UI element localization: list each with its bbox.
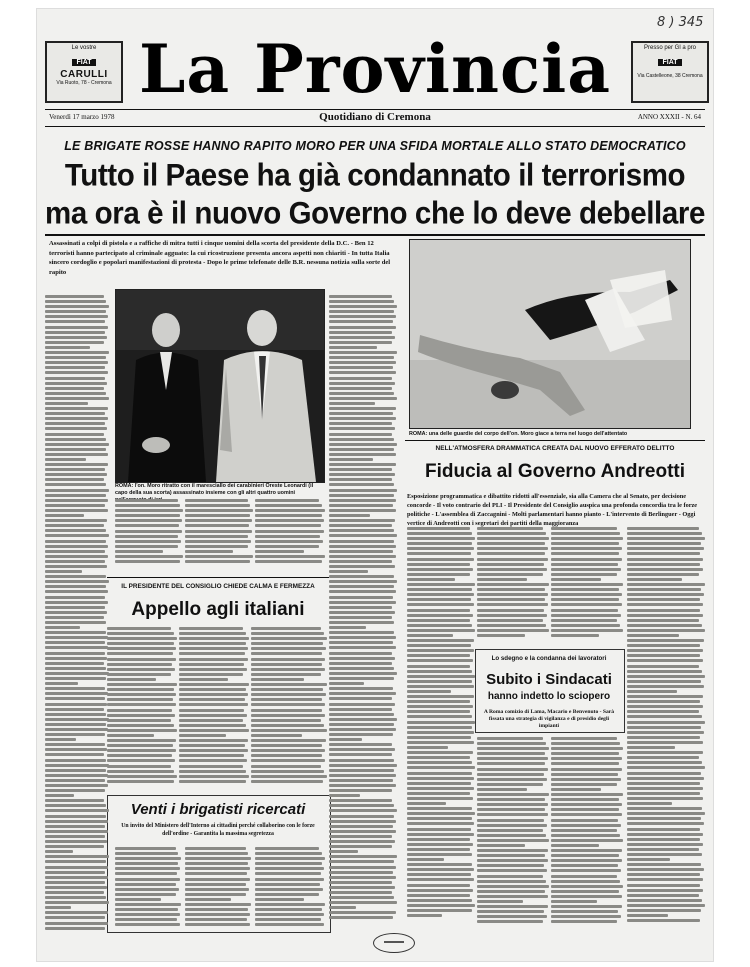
text-column [551, 527, 623, 643]
sindacati-title: Subito i Sindacati [486, 671, 612, 688]
ad-box-left [45, 41, 123, 103]
headline-line-2: ma ora è il nuovo Governo che lo deve debellare [45, 196, 705, 232]
photo-victim-image [410, 240, 690, 428]
text-column [255, 499, 325, 569]
appello-title: Appello agli italiani [131, 599, 305, 620]
dateline-bar [45, 109, 705, 127]
ad-right-brand: FIAT [658, 59, 681, 66]
newspaper-subtitle: Quotidiano di Cremona [319, 111, 431, 123]
text-column [45, 295, 109, 935]
issue-date: Venerdì 17 marzo 1978 [49, 113, 115, 121]
ad-right-line1: Presso per Gl a pro [643, 45, 697, 51]
divider [45, 234, 705, 236]
text-column [115, 499, 183, 569]
text-column [551, 737, 623, 927]
text-column [185, 847, 251, 931]
lead-kicker: LE BRIGATE ROSSE HANNO RAPITO MORO PER UNA SFIDA MORTALE ALLO STATO DEMOCRATICO [64, 139, 686, 153]
text-column [251, 627, 327, 787]
ad-left-line1: Le vostre [71, 45, 97, 51]
text-column [627, 527, 705, 927]
photo-victim [409, 239, 691, 429]
photo-moro-escort [115, 289, 325, 483]
sindacati-kicker: Lo sdegno e la condanna dei lavoratori [491, 655, 607, 662]
handwritten-note: 8 ) 345 [657, 15, 704, 30]
andreotti-title: Fiducia al Governo Andreotti [424, 461, 686, 482]
ad-box-right [631, 41, 709, 103]
sindacati-subtitle: hanno indetto lo sciopero [487, 691, 611, 702]
ad-left-dealer: CARULLI [60, 69, 108, 80]
issue-number: ANNO XXXII - N. 64 [637, 113, 701, 121]
lead-summary: Assassinati a colpi di pistola e a raffiche di mitra tutti i cinque uomini della scorta del presidente della D.C. - Ben 12 terroristi hanno partecipato al criminale agguato: la cui ricostruzione presenta ancora aspetti non chiariti - In tutta Italia sincero cordoglio e popolari manifestazioni di protesta - Dopo le prime telefonate delle B.R. nessuna notizia sulla sorte del rapito [49, 240, 391, 276]
ad-left-brand: FIAT [72, 59, 95, 66]
text-column [107, 627, 177, 787]
divider [107, 577, 329, 578]
main-headline [45, 157, 705, 233]
brigatisti-summary: Un invito del Ministero dell'Interno ai cittadini perché collaborino con le forze dell'ordine - Garantita la massima segretezza [121, 823, 315, 837]
masthead-title: La Provincia [138, 30, 611, 108]
appello-kicker: IL PRESIDENTE DEL CONSIGLIO CHIEDE CALMA E FERMEZZA [121, 583, 315, 590]
text-column [185, 499, 253, 569]
ad-left-details: Via Ruoto, 78 - Cremona [56, 80, 112, 86]
text-column [477, 527, 549, 643]
library-stamp [373, 933, 415, 953]
ad-right-details: Via Castelleone, 38 Cremona [637, 73, 703, 79]
text-column [477, 737, 549, 927]
andreotti-summary: Esposizione programmatica e dibattito ridotti all'essenziale, sia alla Camera che al Senato, per decisione concorde - Il voto contrario del PLI - Il Presidente del Consiglio auspica una profonda concordia tra le forze politiche - L'assemblea di Zaccagnini - Molti parlamentari hanno pianto - L'intervento di Berlinguer - Oggi vertice di Andreotti con i segretari dei partiti della maggioranza [407, 493, 698, 527]
newspaper-page [36, 8, 714, 962]
text-column [255, 847, 325, 931]
text-column [329, 295, 397, 925]
photo-caption-right: ROMA: una delle guardie del corpo dell'on. Moro giace a terra nel luogo dell'attentato [409, 431, 628, 437]
headline-line-1: Tutto il Paese ha già condannato il terrorismo [64, 157, 686, 193]
text-column [115, 847, 181, 931]
photo-caption-left: ROMA: l'on. Moro ritratto con il maresciallo dei carabinieri Oreste Leonardi (il capo della sua scorta) assassinato insieme con gli altri quattro uomini [115, 483, 314, 496]
text-column [407, 527, 475, 923]
text-column [179, 627, 249, 787]
sindacati-summary: A Roma comizio di Lama, Macario e Benvenuto - Sarà fissata una strategia di vigilanza e di presidio degli impianti [483, 709, 615, 729]
divider [405, 440, 705, 441]
andreotti-kicker: NELL'ATMOSFERA DRAMMATICA CREATA DAL NUOVO EFFERATO DELITTO [435, 445, 675, 452]
photo-moro-escort-image [116, 290, 324, 482]
brigatisti-title: Venti i brigatisti ricercati [130, 801, 306, 818]
